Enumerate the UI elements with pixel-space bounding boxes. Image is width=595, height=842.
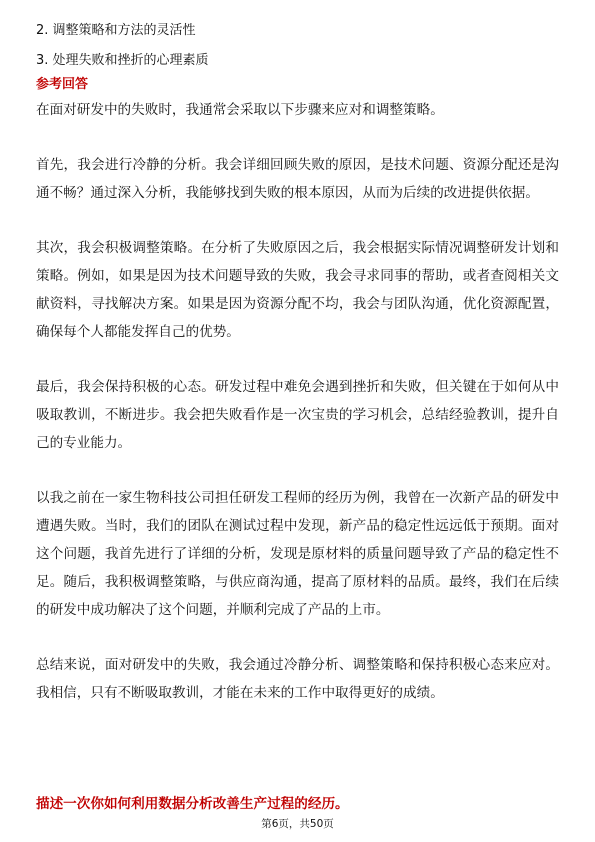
list-item: 2. 调整策略和方法的灵活性: [36, 23, 196, 38]
document-body: [36, 20, 559, 734]
answer-paragraph: 以我之前在一家生物科技公司担任研发工程师的经历为例，我曾在一次新产品的研发中遭遇失败。当时，我们的团队在测试过程中发现，新产品的稳定性远远低于预期。面对这个问题，我首先进行了详细的分析，发现是原材料的质量问题导致了产品的稳定性不足。随后，我积极调整策略，与供应商沟通，提高了原材料的品质。最终，我们在后续的研发中成功解决了这个问题，并顺利完成了产品的上市。: [36, 490, 559, 618]
answer-paragraph: 首先，我会进行冷静的分析。我会详细回顾失败的原因，是技术问题、资源分配还是沟通不畅？通过深入分析，我能够找到失败的根本原因，从而为后续的改进提供依据。: [36, 157, 559, 201]
answer-paragraph: 最后，我会保持积极的心态。研发过程中难免会遇到挫折和失败，但关键在于如何从中吸取教训，不断进步。我会把失败看作是一次宝贵的学习机会，总结经验教训，提升自己的专业能力。: [36, 379, 559, 451]
list-item: 3. 处理失败和挫折的心理素质: [36, 53, 209, 68]
page-footer: 第6页，共50页: [261, 818, 334, 830]
answer-heading: 参考回答: [36, 77, 89, 92]
answer-paragraph: 在面对研发中的失败时，我通常会采取以下步骤来应对和调整策略。: [36, 102, 444, 118]
next-question-heading: 描述一次你如何利用数据分析改善生产过程的经历。: [36, 796, 349, 812]
answer-paragraph: 其次，我会积极调整策略。在分析了失败原因之后，我会根据实际情况调整研发计划和策略。例如，如果是因为技术问题导致的失败，我会寻求同事的帮助，或者查阅相关文献资料，寻找解决方案。如果是因为资源分配不均，我会与团队沟通，优化资源配置，确保每个人都能发挥自己的优势。: [36, 240, 559, 340]
answer-paragraph: 总结来说，面对研发中的失败，我会通过冷静分析、调整策略和保持积极心态来应对。我相信，只有不断吸取教训，才能在未来的工作中取得更好的成绩。: [36, 657, 559, 701]
